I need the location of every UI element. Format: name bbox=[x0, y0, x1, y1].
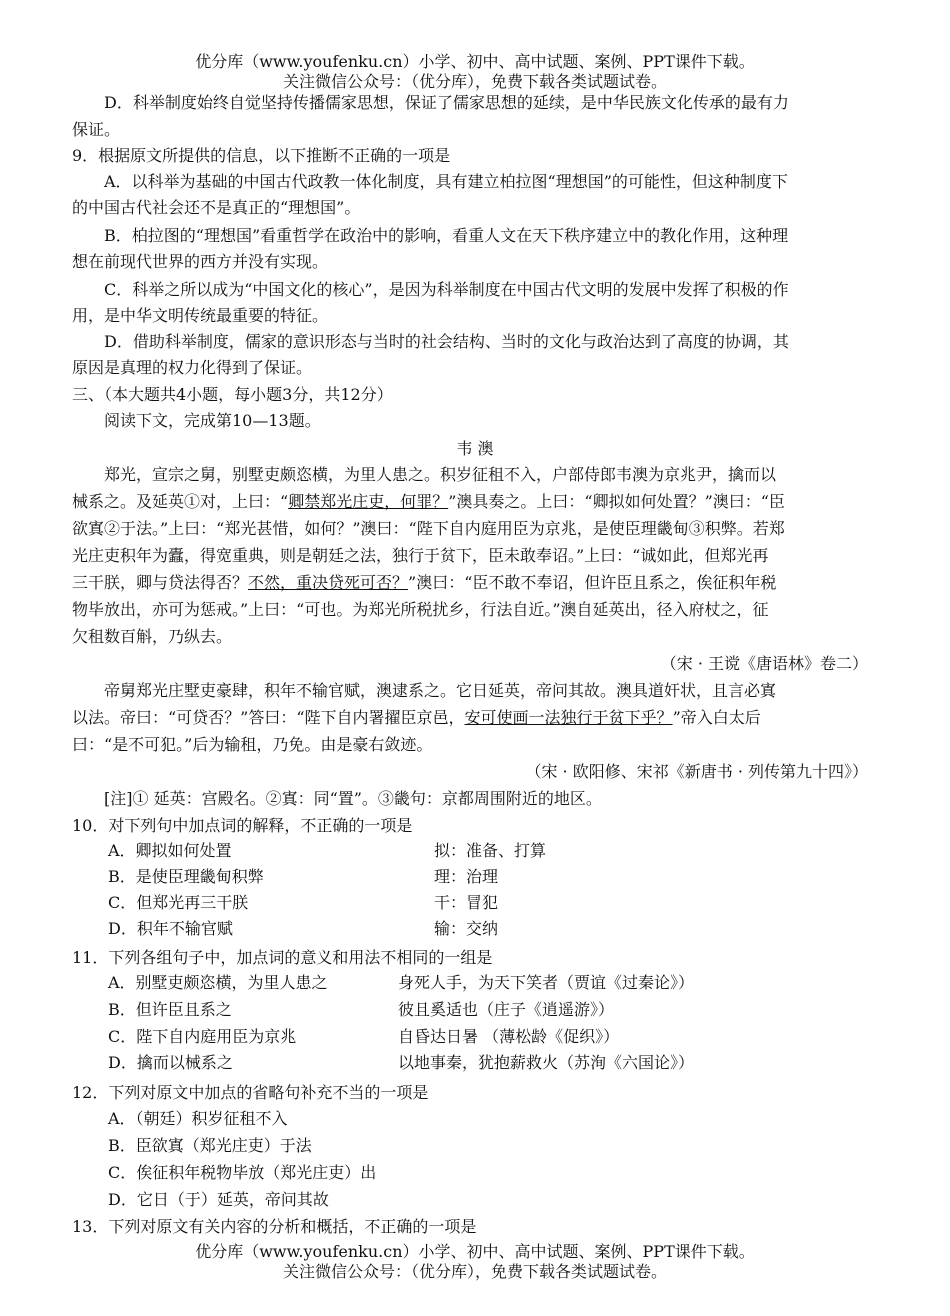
q11-option-sentence: C．陛下自内庭用臣为京兆 bbox=[108, 1027, 297, 1046]
passage-2-source: （宋 · 欧阳修、宋祁《新唐书 · 列传第九十四》） bbox=[525, 762, 868, 781]
q8-option-d-line1: D．科举制度始终自觉坚持传播儒家思想，保证了儒家思想的延续，是中华民族文化传承的最有力 bbox=[104, 93, 789, 112]
q12-option: A．（朝廷）积岁征租不入 bbox=[108, 1109, 288, 1128]
q11-stem: 11．下列各组句子中，加点词的意义和用法不相同的一组是 bbox=[72, 948, 493, 967]
q11-option-sentence: B．但许臣且系之 bbox=[108, 1000, 232, 1019]
q12-stem: 12．下列对原文中加点的省略句补充不当的一项是 bbox=[72, 1083, 429, 1102]
q11-option-sentence: D．擒而以械系之 bbox=[108, 1053, 233, 1072]
q10-option-gloss: 理：治理 bbox=[434, 867, 499, 886]
passage-1-line: 光庄吏积年为蠹，得宽重典，则是朝廷之法，独行于贫下，臣未敢奉诏。”上曰：“诚如此，但郑光再 bbox=[72, 546, 769, 565]
q9-option-a-line2: 的中国古代社会还不是真正的“理想国”。 bbox=[72, 198, 361, 217]
q10-option-sentence: A．卿拟如何处置 bbox=[108, 841, 232, 860]
q12-option: C．俟征积年税物毕放（郑光庄吏）出 bbox=[108, 1163, 377, 1182]
section-3-title: 三、（本大题共4小题，每小题3分，共12分） bbox=[72, 385, 393, 404]
q9-option-b-line2: 想在前现代世界的西方并没有实现。 bbox=[72, 252, 329, 271]
passage-1-line: 郑光，宣宗之舅，别墅吏颇恣横，为里人患之。积岁征租不入，户部侍郎韦澳为京兆尹，擒而以 bbox=[104, 465, 777, 484]
q10-option-gloss: 输：交纳 bbox=[434, 919, 499, 938]
passage-1-line: 械系之。及延英①对，上曰：“卿禁郑光庄吏，何罪？”澳具奏之。上曰：“卿拟如何处置？”澳曰：“臣 bbox=[72, 492, 785, 511]
q12-option: D．它日（于）延英，帝问其故 bbox=[108, 1190, 329, 1209]
passage-1-line: 三干朕，卿与贷法得否？不然，重决贷死可否？”澳曰：“臣不敢不奉诏，但许臣且系之，俟征积年税 bbox=[72, 573, 777, 592]
q8-option-d-line2: 保证。 bbox=[72, 120, 121, 139]
section-3-intro: 阅读下文，完成第10—13题。 bbox=[104, 411, 321, 430]
q11-option-compare: 彼且奚适也（庄子《逍遥游》） bbox=[398, 1000, 615, 1019]
q9-option-a-line1: A．以科举为基础的中国古代政教一体化制度，具有建立柏拉图“理想国”的可能性，但这种制度下 bbox=[104, 172, 788, 191]
q9-option-d-line1: D．借助科举制度，儒家的意识形态与当时的社会结构、当时的文化与政治达到了高度的协调，其 bbox=[104, 332, 789, 351]
q10-option-gloss: 拟：准备、打算 bbox=[434, 841, 547, 860]
passage-1-line: 欠租数百斛，乃纵去。 bbox=[72, 627, 233, 646]
passage-2-line: 帝舅郑光庄墅吏豪肆，积年不输官赋，澳逮系之。它日延英，帝问其故。澳具道奸状，且言必寘 bbox=[104, 681, 777, 700]
underlined-sentence: 安可使画一法独行于贫下乎？ bbox=[464, 708, 673, 727]
passage-2-line: 曰：“是不可犯。”后为输租，乃免。由是豪右敛迹。 bbox=[72, 735, 433, 754]
q11-option-compare: 以地事秦，犹抱薪救火（苏洵《六国论》） bbox=[398, 1053, 695, 1072]
passage-2-line: 以法。帝曰：“可贷否？”答曰：“陛下自内署擢臣京邑，安可使画一法独行于贫下乎？”帝入白太后 bbox=[72, 708, 761, 727]
q10-option-sentence: C．但郑光再三干朕 bbox=[108, 893, 249, 912]
q11-option-compare: 身死人手，为天下笑者（贾谊《过秦论》） bbox=[398, 973, 695, 992]
footer-line-1: 优分库（www.youfenku.cn）小学、初中、高中试题、案例、PPT课件下载。 bbox=[195, 1242, 755, 1261]
q10-option-sentence: B．是使臣理畿甸积弊 bbox=[108, 867, 264, 886]
passage-title: 韦 澳 bbox=[456, 439, 494, 458]
underlined-sentence: 卿禁郑光庄吏，何罪？ bbox=[288, 492, 449, 511]
q9-option-b-line1: B．柏拉图的“理想国”看重哲学在政治中的影响，看重人文在天下秩序建立中的教化作用，这种理 bbox=[104, 226, 789, 245]
q11-option-sentence: A．别墅吏颇恣横，为里人患之 bbox=[108, 973, 328, 992]
q9-stem: 9．根据原文所提供的信息，以下推断不正确的一项是 bbox=[72, 146, 451, 165]
q9-option-c-line1: C．科举之所以成为“中国文化的核心”，是因为科举制度在中国古代文明的发展中发挥了积极的作 bbox=[104, 280, 789, 299]
q10-option-sentence: D．积年不输官赋 bbox=[108, 919, 233, 938]
annotation-note: [注]① 延英：宫殿名。②寘：同“置”。③畿句：京都周围附近的地区。 bbox=[104, 789, 602, 808]
header-line-2: 关注微信公众号：（优分库），免费下载各类试题试卷。 bbox=[282, 72, 667, 91]
q11-option-compare: 自昏达日暑 （薄松龄《促织》） bbox=[398, 1027, 620, 1046]
q12-option: B．臣欲寘（郑光庄吏）于法 bbox=[108, 1136, 312, 1155]
passage-1-line: 物毕放出，亦可为惩戒。”上曰：“可也。为郑光所税扰乡，行法自近。”澳自延英出，径入府杖之，征 bbox=[72, 600, 769, 619]
q10-option-gloss: 干：冒犯 bbox=[434, 893, 499, 912]
passage-1-line: 欲寘②于法。”上曰：“郑光甚惜，如何？”澳曰：“陛下自内庭用臣为京兆，是使臣理畿甸③积弊。若郑 bbox=[72, 519, 785, 538]
q9-option-d-line2: 原因是真理的权力化得到了保证。 bbox=[72, 358, 313, 377]
underlined-sentence: 不然，重决贷死可否？ bbox=[248, 573, 409, 592]
q9-option-c-line2: 用，是中华文明传统最重要的特征。 bbox=[72, 306, 329, 325]
passage-1-source: （宋 · 王谠《唐语林》卷二） bbox=[660, 654, 868, 673]
header-line-1: 优分库（www.youfenku.cn）小学、初中、高中试题、案例、PPT课件下载。 bbox=[195, 52, 755, 71]
q13-stem: 13．下列对原文有关内容的分析和概括，不正确的一项是 bbox=[72, 1217, 477, 1236]
footer-line-2: 关注微信公众号：（优分库），免费下载各类试题试卷。 bbox=[282, 1262, 667, 1281]
q10-stem: 10．对下列句中加点词的解释，不正确的一项是 bbox=[72, 816, 413, 835]
